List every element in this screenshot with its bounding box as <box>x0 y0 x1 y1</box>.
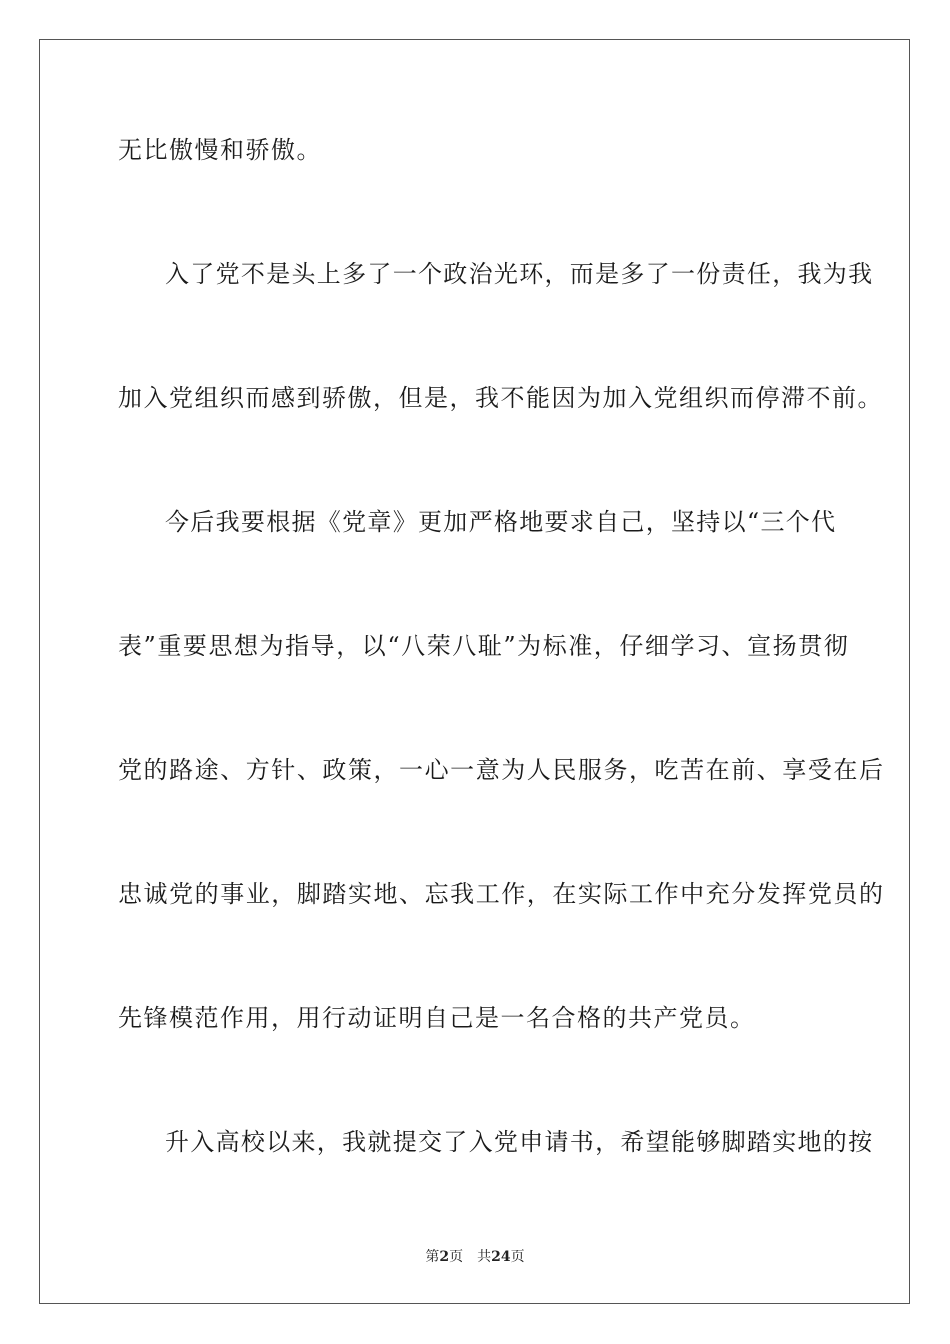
page-suffix: 页 <box>449 1249 464 1265</box>
text-line: 表”重要思想为指导，以“八荣八耻”为标准，仔细学习、宣扬贯彻 <box>118 632 850 660</box>
text-line: 无比傲慢和骄傲。 <box>118 136 322 164</box>
paragraph-first-line: 今后我要根据《党章》更加严格地要求自己，坚持以“三个代 <box>165 508 837 536</box>
total-pages: 24 <box>491 1249 511 1265</box>
total-prefix: 共 <box>477 1249 492 1265</box>
text-line: 先锋模范作用，用行动证明自己是一名合格的共产党员。 <box>118 1004 756 1032</box>
paragraph-first-line: 升入高校以来，我就提交了入党申请书，希望能够脚踏实地的按 <box>165 1128 874 1156</box>
text-line: 加入党组织而感到骄傲，但是，我不能因为加入党组织而停滞不前。 <box>118 384 883 412</box>
page-prefix: 第 <box>425 1249 440 1265</box>
page-footer <box>0 1247 950 1267</box>
text-line: 党的路途、方针、政策，一心一意为人民服务，吃苦在前、享受在后 <box>118 756 885 784</box>
page-border <box>39 39 910 1304</box>
text-line: 忠诚党的事业，脚踏实地、忘我工作，在实际工作中充分发挥党员的 <box>118 880 885 908</box>
total-suffix: 页 <box>510 1249 525 1265</box>
page-number: 2 <box>439 1249 450 1265</box>
paragraph-first-line: 入了党不是头上多了一个政治光环，而是多了一份责任，我为我 <box>165 260 874 288</box>
